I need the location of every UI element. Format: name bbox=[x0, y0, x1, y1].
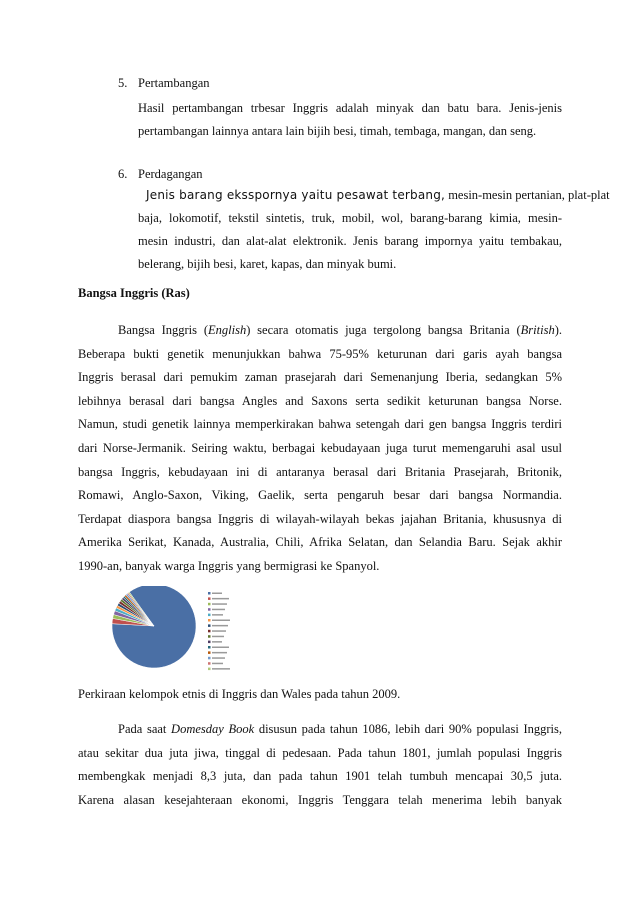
pertambangan-body bbox=[138, 97, 562, 143]
legend-entry bbox=[212, 652, 227, 654]
legend-swatch bbox=[208, 635, 211, 638]
handwritten-segment: Jenis barang eksspornya yaitu pesawat terbang, bbox=[146, 188, 446, 202]
text-line: dari Norse-Jermanik. Seiring waktu, berbagai kebudayaan juga turut memengaruhi asal usul bbox=[78, 440, 562, 455]
pie-chart-svg bbox=[78, 586, 246, 674]
legend-entry bbox=[212, 641, 222, 643]
legend-swatch bbox=[208, 603, 211, 606]
legend-entry bbox=[212, 625, 228, 627]
legend-entry bbox=[212, 630, 226, 632]
legend-swatch bbox=[208, 624, 211, 627]
text-line: lebihnya berasal dari bangsa Angles and Saxons serta sedikit keturunan bangsa Norse. bbox=[78, 393, 562, 408]
legend-entry bbox=[212, 657, 225, 659]
legend-entry bbox=[212, 593, 222, 595]
text-line: Beberapa bukti genetik menunjukkan bahwa 75-95% keturunan dari garis ayah bangsa bbox=[78, 346, 562, 361]
legend-entry bbox=[212, 647, 229, 649]
text-line: bangsa Inggris, kebudayaan ini di antaranya berasal dari Britania Prasejarah, Britonik, bbox=[78, 464, 562, 479]
legend-entry bbox=[212, 609, 225, 611]
paragraph-bangsa-inggris bbox=[78, 319, 562, 579]
text-segment: mesin-mesin pertanian, plat-plat bbox=[448, 188, 610, 202]
legend-swatch bbox=[208, 619, 211, 622]
legend-swatch bbox=[208, 657, 211, 660]
legend-entry bbox=[212, 663, 223, 665]
text-line: Karena alasan kesejahteraan ekonomi, Inggris Tenggara telah menerima lebih banyak bbox=[78, 792, 562, 807]
text-line: belerang, bijih besi, karet, kapas, dan minyak bumi. bbox=[138, 257, 397, 271]
legend-entry bbox=[212, 598, 229, 600]
legend-swatch bbox=[208, 630, 211, 633]
text-line: pertambangan lainnya antara lain bijih besi, timah, tembaga, mangan, dan seng. bbox=[138, 124, 537, 138]
paragraph-domesday bbox=[78, 718, 562, 812]
legend-entry bbox=[212, 603, 227, 605]
legend-swatch bbox=[208, 651, 211, 654]
text-line: Namun, studi genetik lainnya memperkirakan bahwa setengah dari gen bangsa Inggris terdiri bbox=[78, 417, 562, 432]
legend-entry bbox=[212, 668, 230, 670]
text-line: baja, lokomotif, tekstil sintetis, truk, mobil, wol, barang-barang kimia, mesin- bbox=[138, 211, 562, 225]
text-line: 1990-an, banyak warga Inggris yang bermigrasi ke Spanyol. bbox=[78, 558, 380, 573]
text-line: mesin industri, dan alat-alat elektronik. Jenis barang impornya yaitu tembakau, bbox=[138, 234, 562, 248]
text-line-mixed bbox=[138, 184, 610, 207]
section-heading: Bangsa Inggris (Ras) bbox=[78, 286, 190, 300]
chart-caption: Perkiraan kelompok etnis di Inggris dan Wales pada tahun 2009. bbox=[78, 687, 401, 701]
legend-swatch bbox=[208, 614, 211, 617]
legend-swatch bbox=[208, 597, 211, 600]
text-line: Inggris berasal dari pemukim zaman prasejarah dari Semenanjung Iberia, sedangkan 5% bbox=[78, 370, 562, 385]
text-line-mixed: Bangsa Inggris (English) secara otomatis juga tergolong bangsa Britania (British). bbox=[118, 323, 562, 337]
legend-swatch bbox=[208, 641, 211, 644]
text-line: Amerika Serikat, Kanada, Australia, Chili, Afrika Selatan, dan Selandia Baru. Sejak akhir bbox=[78, 535, 562, 550]
text-line: atau sekitar dua juta jiwa, tinggal di pedesaan. Pada tahun 1801, jumlah populasi Inggris bbox=[78, 745, 562, 760]
ethnic-groups-pie-chart bbox=[78, 586, 246, 674]
legend-swatch bbox=[208, 646, 211, 649]
list-title: Pertambangan bbox=[138, 76, 210, 90]
legend-entry bbox=[212, 636, 224, 638]
list-number: 6. bbox=[118, 167, 128, 181]
perdagangan-body bbox=[138, 184, 610, 276]
list-number: 5. bbox=[118, 76, 128, 90]
list-title: Perdagangan bbox=[138, 167, 203, 181]
text-line: Terdapat diaspora bangsa Inggris di wilayah-wilayah bekas jajahan Britania, khususnya di bbox=[78, 511, 562, 526]
legend-entry bbox=[212, 614, 223, 616]
text-line: Romawi, Anglo-Saxon, Viking, Gaelik, serta pengaruh besar dari bangsa Normandia. bbox=[78, 488, 562, 503]
text-line-mixed: Pada saat Domesday Book disusun pada tahun 1086, lebih dari 90% populasi Inggris, bbox=[118, 722, 562, 736]
legend-swatch bbox=[208, 668, 211, 671]
legend-swatch bbox=[208, 608, 211, 611]
legend-entry bbox=[212, 620, 230, 622]
text-line: membengkak menjadi 8,3 juta, dan pada tahun 1901 telah tumbuh mencapai 30,5 juta. bbox=[78, 769, 562, 784]
legend-swatch bbox=[208, 592, 211, 595]
legend-swatch bbox=[208, 662, 211, 665]
text-line: Hasil pertambangan trbesar Inggris adalah minyak dan batu bara. Jenis-jenis bbox=[138, 101, 562, 115]
